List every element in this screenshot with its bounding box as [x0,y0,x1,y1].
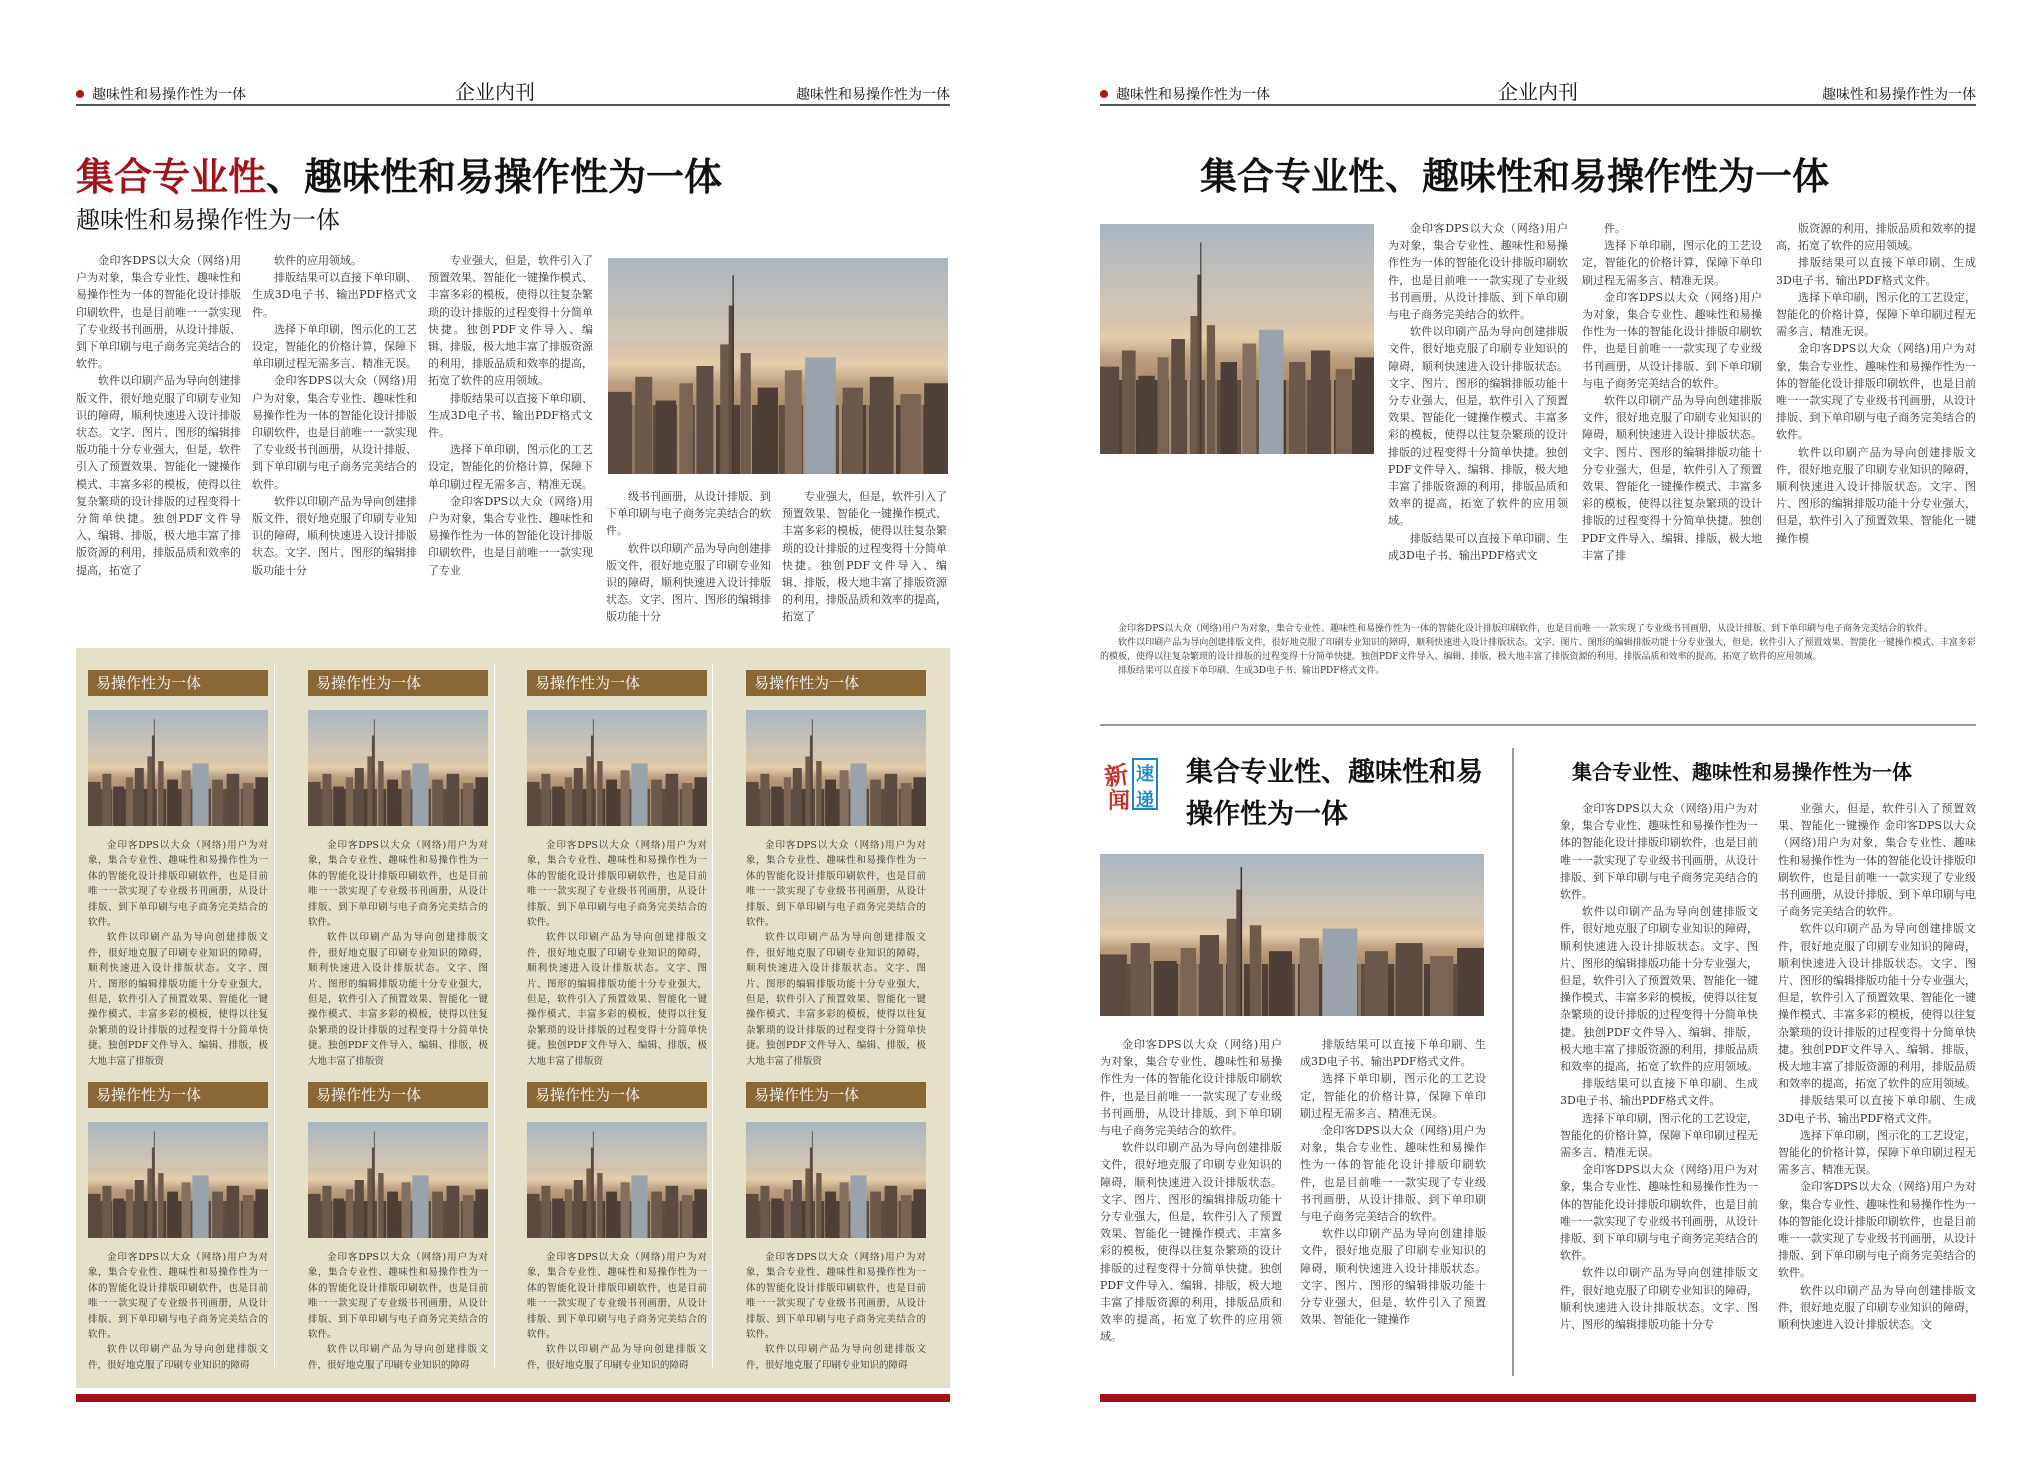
page-title: 集合专业性、趣味性和易操作性为一体 [76,155,723,199]
city-skyline-photo [1100,224,1374,454]
feature-tile [88,670,268,1067]
header-right-label: 趣味性和易操作性为一体 [1822,87,1976,103]
side-title: 集合专业性、趣味性和易操作性为一体 [1572,760,1912,784]
news-column-1: 金印客DPS以大众（网络)用户为对象，集合专业性、趣味性和易操作性为一体的智能化设计排版印刷软件，也是目前唯一一款实现了专业级书刊画册，从设计排版、到下单印刷与电子商务完美结合的软件。 软件以印刷产品为导向创建排版文件，很好地克服了印刷专业知识的障碍，顺利快速进入设计排版状态。文字、图片、图形的编辑排版功能十分专业强大，但是，软件引入了预置效果、智能化一键操作模式、丰富多彩的模板，使得以往复杂繁琐的设计排版的过程变得十分简单快捷。独创PDF文件导入、编辑、排版，极大地丰富了排版资源的利用，排版品质和效率的提高，拓宽了软件的应用领域。 [1100,1038,1282,1344]
article-column-1: 金印客DPS以大众（网络)用户为对象，集合专业性、趣味性和易操作性为一体的智能化设计排版印刷软件，也是目前唯一一款实现了专业级书刊画册，从设计排版、到下单印刷与电子商务完美结合的软件。 软件以印刷产品为导向创建排版文件，很好地克服了印刷专业知识的障碍，顺利快速进入设计排版状态。文字、图片、图形的编辑排版功能十分专业强大，但是，软件引入了预置效果、智能化一键操作模式、丰富多彩的模板，使得以往复杂繁琐的设计排版的过程变得十分简单快捷。独创PDF文件导入、编辑、排版，极大地丰富了排版资源的利用，排版品质和效率的提高，拓宽了 [76,254,241,577]
header-rule [76,104,950,106]
panel-divider [494,664,495,1368]
tile-label: 易操作性为一体 [88,670,268,696]
tile-label: 易操作性为一体 [308,670,488,696]
tile-label: 易操作性为一体 [88,1082,268,1108]
panel-divider [712,664,713,1368]
feature-tile [308,1082,488,1371]
header-center-title: 企业内刊 [1498,80,1578,104]
city-skyline-photo [608,258,948,474]
tile-text: 金印客DPS以大众（网络)用户为对象，集合专业性、趣味性和易操作性为一体的智能化设计排版印刷软件，也是目前唯一一款实现了专业级书刊画册，从设计排版、到下单印刷与电子商务完美结合的软件。 软件以印刷产品为导向创建排版文件，很好地克服了印刷专业知识的障碍，顺利快速进入设计排版状态。文字、图片、图形的编辑排版功能十分专业强大，但是，软件引入了预置效果、智能化一键操作模式、丰富多彩的模板，使得以往复杂繁琐的设计排版的过程变得十分简单快捷。独创PDF文件导入、编辑、排版，极大地丰富了排版资 [527,840,707,1067]
wide-text-block: 金印客DPS以大众（网络)用户为对象，集合专业性、趣味性和易操作性为一体的智能化设计排版印刷软件，也是目前唯一一款实现了专业级书刊画册，从设计排版、到下单印刷与电子商务完美结合的软件。 软件以印刷产品为导向创建排版文件，很好地克服了印刷专业知识的障碍，顺利快速进入设计排版状态。文字、图片、图形的编辑排版功能十分专业强大，但是，软件引入了预置效果、智能化一键操作模式、丰富多彩的模板，使得以往复杂繁琐的设计排版的过程变得十分简单快捷。独创PDF文件导入、编辑、排版，极大地丰富了排版资源的利用，排版品质和效率的提高，拓宽了软件的应用领域。 排版结果可以直接下单印刷、生成3D电子书、输出PDF格式文件。 [1100,624,1976,676]
section-divider [1100,724,1976,726]
city-skyline-photo-2 [1100,854,1484,1016]
tile-text: 金印客DPS以大众（网络)用户为对象，集合专业性、趣味性和易操作性为一体的智能化设计排版印刷软件，也是目前唯一一款实现了专业级书刊画册，从设计排版、到下单印刷与电子商务完美结合的软件。 软件以印刷产品为导向创建排版文件，很好地克服了印刷专业知识的障碍 [527,1252,707,1371]
tile-label: 易操作性为一体 [308,1082,488,1108]
tile-text: 金印客DPS以大众（网络)用户为对象，集合专业性、趣味性和易操作性为一体的智能化设计排版印刷软件，也是目前唯一一款实现了专业级书刊画册，从设计排版、到下单印刷与电子商务完美结合的软件。 软件以印刷产品为导向创建排版文件，很好地克服了印刷专业知识的障碍，顺利快速进入设计排版状态。文字、图片、图形的编辑排版功能十分专业强大，但是，软件引入了预置效果、智能化一键操作模式、丰富多彩的模板，使得以往复杂繁琐的设计排版的过程变得十分简单快捷。独创PDF文件导入、编辑、排版，极大地丰富了排版资 [746,840,926,1067]
article-column-4: 级书刊画册，从设计排版、到下单印刷与电子商务完美结合的软件。 软件以印刷产品为导向创建排版文件，很好地克服了印刷专业知识的障碍，顺利快速进入设计排版状态。文字、图片、图形的编辑排版功能十分 [606,490,771,624]
feature-tile [527,670,707,1067]
article-column-2: 软件的应用领域。 排版结果可以直接下单印刷、生成3D电子书、输出PDF格式文件。 选择下单印刷，图示化的工艺设定，智能化的价格计算，保障下单印刷过程无需多言、精准无误。 金印客DPS以大众（网络)用户为对象，集合专业性、趣味性和易操作性为一体的智能化设计排版印刷软件，也是目前唯一一款实现了专业级书刊画册，从设计排版、到下单印刷与电子商务完美结合的软件。 软件以印刷产品为导向创建排版文件，很好地克服了印刷专业知识的障碍，顺利快速进入设计排版状态。文字、图片、图形的编辑排版功能十分 [252,254,417,577]
article-column-3: 专业强大，但是，软件引入了预置效果、智能化一键操作模式、丰富多彩的模板，使得以往复杂繁琐的设计排版的过程变得十分简单快捷。独创PDF文件导入、编辑、排版，极大地丰富了排版资源的利用，排版品质和效率的提高，拓宽了软件的应用领域。 排版结果可以直接下单印刷、生成3D电子书、输出PDF格式文件。 选择下单印刷，图示化的工艺设定，智能化的价格计算，保障下单印刷过程无需多言、精准无误。 金印客DPS以大众（网络)用户为对象，集合专业性、趣味性和易操作性为一体的智能化设计排版印刷软件，也是目前唯一一款实现了专业 [428,254,593,577]
header-center-title: 企业内刊 [455,80,535,104]
article-column-5: 专业强大，但是，软件引入了预置效果、智能化一键操作模式、丰富多彩的模板，使得以往复杂繁琐的设计排版的过程变得十分简单快捷。独创PDF文件导入、编辑、排版，极大地丰富了排版资源的利用，排版品质和效率的提高，拓宽了 [782,490,947,624]
page-subtitle: 趣味性和易操作性为一体 [76,206,340,234]
tile-city-photo [308,710,488,826]
tile-text: 金印客DPS以大众（网络)用户为对象，集合专业性、趣味性和易操作性为一体的智能化设计排版印刷软件，也是目前唯一一款实现了专业级书刊画册，从设计排版、到下单印刷与电子商务完美结合的软件。 软件以印刷产品为导向创建排版文件，很好地克服了印刷专业知识的障碍 [308,1252,488,1371]
header-left-label: 趣味性和易操作性为一体 [76,84,246,104]
article-column-2: 件。 选择下单印刷，图示化的工艺设定，智能化的价格计算，保障下单印刷过程无需多言、精准无误。 金印客DPS以大众（网络)用户为对象，集合专业性、趣味性和易操作性为一体的智能化设计排版印刷软件，也是目前唯一一款实现了专业级书刊画册，从设计排版、到下单印刷与电子商务完美结合的软件。 软件以印刷产品为导向创建排版文件，很好地克服了印刷专业知识的障碍，顺利快速进入设计排版状态。文字、图片、图形的编辑排版功能十分专业强大，但是，软件引入了预置效果、智能化一键操作模式、丰富多彩的模板，使得以往复杂繁琐的设计排版的过程变得十分简单快捷。独创PDF文件导入、编辑、排版，极大地丰富了排 [1582,222,1762,562]
article-column-1: 金印客DPS以大众（网络)用户为对象，集合专业性、趣味性和易操作性为一体的智能化设计排版印刷软件，也是目前唯一一款实现了专业级书刊画册，从设计排版、到下单印刷与电子商务完美结合的软件。 软件以印刷产品为导向创建排版文件，很好地克服了印刷专业知识的障碍，顺利快速进入设计排版状态。文字、图片、图形的编辑排版功能十分专业强大，但是，软件引入了预置效果、智能化一键操作模式、丰富多彩的模板，使得以往复杂繁琐的设计排版的过程变得十分简单快捷。独创PDF文件导入、编辑、排版，极大地丰富了排版资源的利用，排版品质和效率的提高，拓宽了软件的应用领域。 排版结果可以直接下单印刷、生成3D电子书、输出PDF格式文 [1388,222,1568,562]
header-right-label: 趣味性和易操作性为一体 [796,87,950,103]
tile-text: 金印客DPS以大众（网络)用户为对象，集合专业性、趣味性和易操作性为一体的智能化设计排版印刷软件，也是目前唯一一款实现了专业级书刊画册，从设计排版、到下单印刷与电子商务完美结合的软件。 软件以印刷产品为导向创建排版文件，很好地克服了印刷专业知识的障碍，顺利快速进入设计排版状态。文字、图片、图形的编辑排版功能十分专业强大，但是，软件引入了预置效果、智能化一键操作模式、丰富多彩的模板，使得以往复杂繁琐的设计排版的过程变得十分简单快捷。独创PDF文件导入、编辑、排版，极大地丰富了排版资 [88,840,268,1067]
page-title: 集合专业性、趣味性和易操作性为一体 [1200,155,1829,198]
side-column-2: 业强大，但是，软件引入了预置效果、智能化一键操作 金印客DPS以大众（网络)用户为对象，集合专业性、趣味性和易操作性为一体的智能化设计排版印刷软件，也是目前唯一一款实现了专业级书刊画册，从设计排版、到下单印刷与电子商务完美结合的软件。 软件以印刷产品为导向创建排版文件，很好地克服了印刷专业知识的障碍，顺利快速进入设计排版状态。文字、图片、图形的编辑排版功能十分专业强大，但是，软件引入了预置效果、智能化一键操作模式、丰富多彩的模板，使得以往复杂繁琐的设计排版的过程变得十分简单快捷。独创PDF文件导入、编辑、排版，极大地丰富了排版资源的利用，排版品质和效率的提高，拓宽了软件的应用领域。 排版结果可以直接下单印刷、生成3D电子书、输出PDF格式文件。 选择下单印刷，图示化的工艺设定，智能化的价格计算，保障下单印刷过程无需多言、精准无误。 金印客DPS以大众（网络)用户为对象，集合专业性、趣味性和易操作性为一体的智能化设计排版印刷软件，也是目前唯一一款实现了专业级书刊画册，从设计排版、到下单印刷与电子商务完美结合的软件。 软件以印刷产品为导向创建排版文件，很好地克服了印刷专业知识的障碍，顺利快速进入设计排版状态。文 [1778,802,1976,1332]
header-left-label: 趣味性和易操作性为一体 [1100,84,1270,104]
tile-label: 易操作性为一体 [527,1082,707,1108]
column-divider [1512,748,1514,1376]
right-page [1020,0,2040,1473]
tile-city-photo [746,1122,926,1238]
feature-tile [308,670,488,1067]
tile-label: 易操作性为一体 [746,670,926,696]
tile-city-photo [88,1122,268,1238]
article-column-3: 版资源的利用，排版品质和效率的提高，拓宽了软件的应用领域。 排版结果可以直接下单印刷、生成3D电子书、输出PDF格式文件。 选择下单印刷，图示化的工艺设定，智能化的价格计算，保障下单印刷过程无需多言、精准无误。 金印客DPS以大众（网络)用户为对象，集合专业性、趣味性和易操作性为一体的智能化设计排版印刷软件，也是目前唯一一款实现了专业级书刊画册，从设计排版、到下单印刷与电子商务完美结合的软件。 软件以印刷产品为导向创建排版文件，很好地克服了印刷专业知识的障碍，顺利快速进入设计排版状态。文字、图片、图形的编辑排版功能十分专业强大，但是，软件引入了预置效果、智能化一键操作模 [1776,222,1976,545]
tile-label: 易操作性为一体 [527,670,707,696]
footer-bar [76,1394,950,1402]
tile-label: 易操作性为一体 [746,1082,926,1108]
footer-bar [1100,1394,1976,1402]
tile-city-photo [527,710,707,826]
tile-city-photo [746,710,926,826]
feature-tile [527,1082,707,1371]
news-column-2: 排版结果可以直接下单印刷、生成3D电子书、输出PDF格式文件。 选择下单印刷，图示化的工艺设定，智能化的价格计算，保障下单印刷过程无需多言、精准无误。 金印客DPS以大众（网络)用户为对象，集合专业性、趣味性和易操作性为一体的智能化设计排版印刷软件，也是目前唯一一款实现了专业级书刊画册，从设计排版、到下单印刷与电子商务完美结合的软件。 软件以印刷产品为导向创建排版文件，很好地克服了印刷专业知识的障碍，顺利快速进入设计排版状态。文字、图片、图形的编辑排版功能十分专业强大，但是，软件引入了预置效果、智能化一键操作 [1300,1038,1486,1327]
tile-text: 金印客DPS以大众（网络)用户为对象，集合专业性、趣味性和易操作性为一体的智能化设计排版印刷软件，也是目前唯一一款实现了专业级书刊画册，从设计排版、到下单印刷与电子商务完美结合的软件。 软件以印刷产品为导向创建排版文件，很好地克服了印刷专业知识的障碍，顺利快速进入设计排版状态。文字、图片、图形的编辑排版功能十分专业强大，但是，软件引入了预置效果、智能化一键操作模式、丰富多彩的模板，使得以往复杂繁琐的设计排版的过程变得十分简单快捷。独创PDF文件导入、编辑、排版，极大地丰富了排版资 [308,840,488,1067]
header-rule [1100,104,1976,106]
tile-text: 金印客DPS以大众（网络)用户为对象，集合专业性、趣味性和易操作性为一体的智能化设计排版印刷软件，也是目前唯一一款实现了专业级书刊画册，从设计排版、到下单印刷与电子商务完美结合的软件。 软件以印刷产品为导向创建排版文件，很好地克服了印刷专业知识的障碍 [746,1252,926,1371]
feature-tile [746,1082,926,1371]
news-title: 集合专业性、趣味性和易操作性为一体 [1186,757,1483,830]
news-badge-icon: 新 速 闻 递 [1104,756,1160,814]
tile-city-photo [308,1122,488,1238]
tile-text: 金印客DPS以大众（网络)用户为对象，集合专业性、趣味性和易操作性为一体的智能化设计排版印刷软件，也是目前唯一一款实现了专业级书刊画册，从设计排版、到下单印刷与电子商务完美结合的软件。 软件以印刷产品为导向创建排版文件，很好地克服了印刷专业知识的障碍 [88,1252,268,1371]
side-column-1: 金印客DPS以大众（网络)用户为对象，集合专业性、趣味性和易操作性为一体的智能化设计排版印刷软件，也是目前唯一一款实现了专业级书刊画册，从设计排版、到下单印刷与电子商务完美结合的软件。 软件以印刷产品为导向创建排版文件，很好地克服了印刷专业知识的障碍，顺利快速进入设计排版状态。文字、图片、图形的编辑排版功能十分专业强大，但是，软件引入了预置效果、智能化一键操作模式、丰富多彩的模板，使得以往复杂繁琐的设计排版的过程变得十分简单快捷。独创PDF文件导入、编辑、排版，极大地丰富了排版资源的利用，排版品质和效率的提高，拓宽了软件的应用领域。 排版结果可以直接下单印刷、生成3D电子书、输出PDF格式文件。 选择下单印刷，图示化的工艺设定，智能化的价格计算，保障下单印刷过程无需多言、精准无误。 金印客DPS以大众（网络)用户为对象，集合专业性、趣味性和易操作性为一体的智能化设计排版印刷软件，也是目前唯一一款实现了专业级书刊画册，从设计排版、到下单印刷与电子商务完美结合的软件。 软件以印刷产品为导向创建排版文件，很好地克服了印刷专业知识的障碍，顺利快速进入设计排版状态。文字、图片、图形的编辑排版功能十分专 [1560,802,1758,1332]
feature-tile [88,1082,268,1371]
tile-city-photo [88,710,268,826]
bullet-dot-icon [1100,90,1108,98]
feature-tile [746,670,926,1067]
panel-divider [274,664,275,1368]
tile-city-photo [527,1122,707,1238]
bullet-dot-icon [76,90,84,98]
